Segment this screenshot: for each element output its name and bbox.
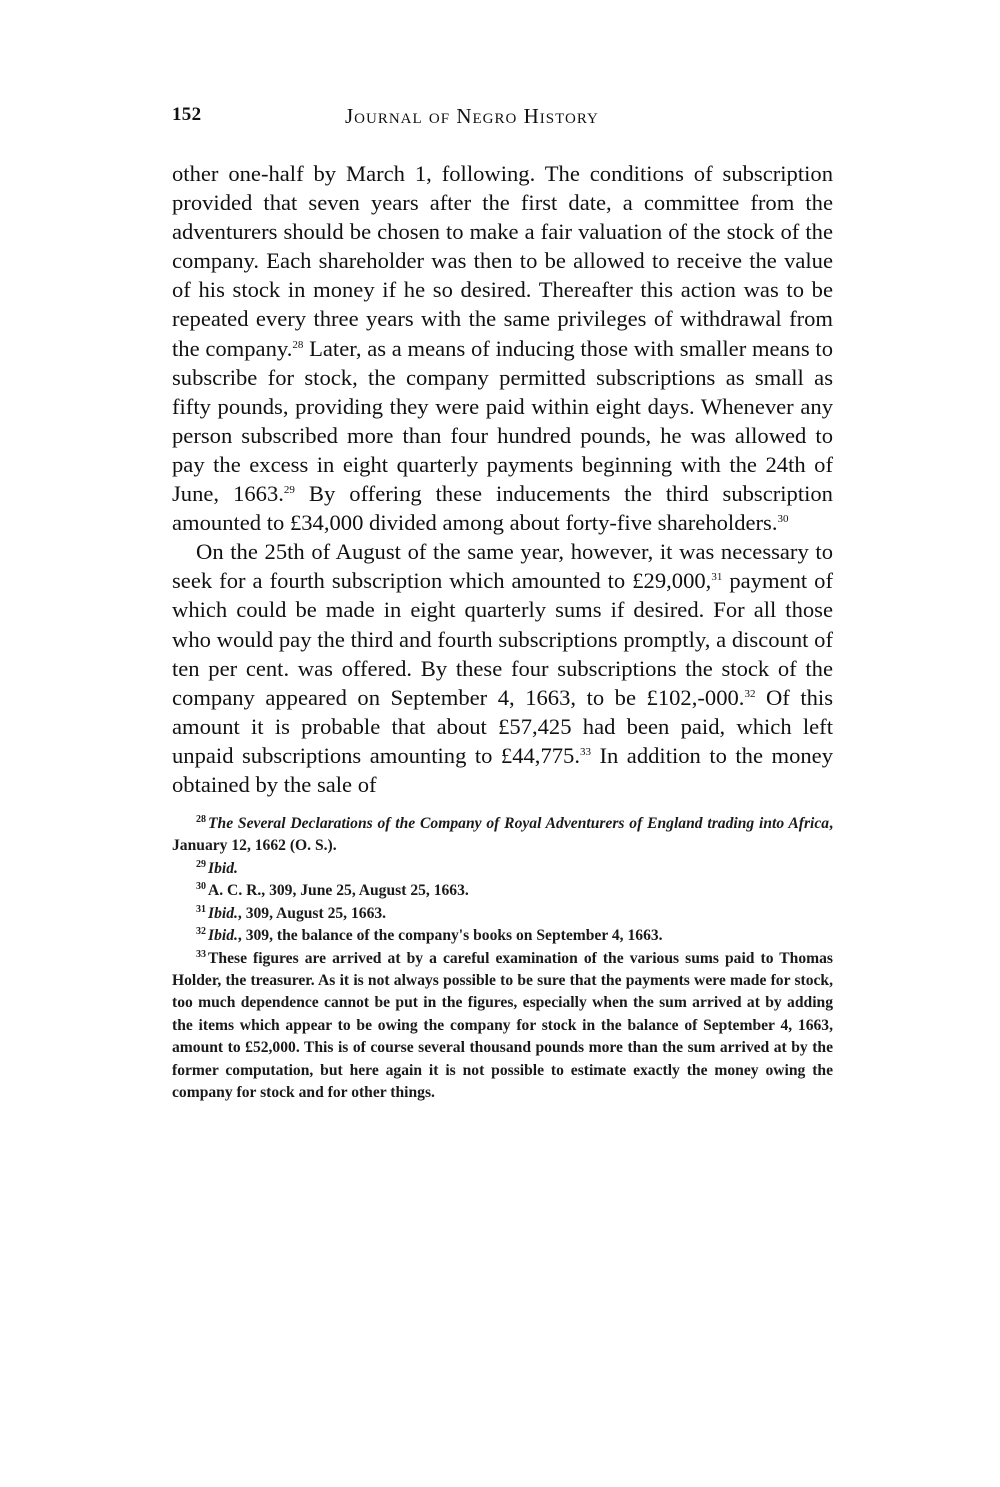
body-text-segment: payment of which could be made in eight quarterly sums if desired. For all those who would pay the third and fourth subscriptions promptly, a discount of ten per cent. was offered. By these four subscriptions the stock of the company appeared on September 4, 1663, to be £102,-000. [172, 568, 833, 710]
footnote-ref-32[interactable]: 32 [744, 687, 756, 700]
body-text-segment: Later, as a means of inducing those with smaller means to subscribe for stock, the company permitted subscriptions as small as fifty pounds, providing they were paid within eight days. Whenever any person subscribed more than four hundred pounds, he was allowed to pay the excess in eight quarterly payments beginning with the 24th of June, 1663. [172, 335, 833, 507]
body-paragraph-1 [172, 159, 833, 537]
footnote-text: These figures are arrived at by a careful examination of the various sums paid to Thomas Holder, the treasurer. As it is not always possible to be sure that the payments were made for stock, too much dependence cannot be put in the figures, especially when the sum arrived at by adding the items which appear to be owing the company for stock in the balance of September 4, 1663, amount to £52,000. This is of course several thousand pounds more than the sum arrived at by the former computation, but here again it is not possible to estimate exactly the money owing the company for stock and for other things. [172, 949, 833, 1101]
footnotes [172, 813, 833, 1104]
footnote-29 [172, 858, 833, 880]
page-number: 152 [172, 104, 202, 125]
footnote-number: 31 [196, 903, 206, 915]
running-head [172, 104, 833, 132]
footnote-number: 28 [196, 814, 206, 826]
document-page [172, 104, 833, 1104]
footnote-ref-33[interactable]: 33 [580, 745, 591, 758]
footnote-28 [172, 813, 833, 858]
body-text-segment: other one-half by March 1, following. The conditions of subscription provided that seven years after the first date, a committee from the adventurers should be chosen to make a fair valuation of the stock of the company. Each shareholder was then to be allowed to receive the value of his stock in money if he so desired. Thereafter this action was to be repeated every three years with the same privileges of withdrawal from the company. [172, 161, 833, 361]
footnote-ref-29[interactable]: 29 [283, 483, 295, 496]
footnote-33 [172, 948, 833, 1105]
footnote-citation-title: The Several Declarations of the Company of Royal Adventurers of England trading into Africa [208, 815, 830, 833]
body-text-segment: Of this amount it is probable that about £57,425 had been paid, which left unpaid subscriptions amounting to £44,775. [172, 684, 833, 768]
footnote-text: , 309, the balance of the company's books on September 4, 1663. [237, 927, 663, 945]
body-text [172, 159, 833, 799]
footnote-ref-28[interactable]: 28 [292, 338, 304, 351]
body-text-segment: On the 25th of August of the same year, however, it was necessary to seek for a fourth subscription which amounted to £29,000, [172, 539, 833, 594]
footnote-number: 30 [196, 881, 206, 893]
footnote-citation-title: Ibid. [208, 904, 238, 922]
footnote-30 [172, 880, 833, 902]
footnote-ref-30[interactable]: 30 [777, 512, 789, 525]
footnote-number: 29 [196, 858, 206, 870]
footnote-32 [172, 925, 833, 947]
body-text-segment: In addition to the money obtained by the sale of [172, 742, 833, 797]
footnote-number: 33 [196, 948, 206, 960]
footnote-number: 32 [196, 926, 206, 938]
footnote-text: , January 12, 1662 (O. S.). [172, 815, 833, 855]
footnote-text: , 309, August 25, 1663. [237, 904, 387, 922]
footnote-citation-title: Ibid. [208, 859, 238, 877]
footnote-text: A. C. R., 309, June 25, August 25, 1663. [208, 882, 469, 900]
journal-title: Journal of Negro History [345, 104, 599, 128]
body-paragraph-2 [172, 537, 833, 799]
footnote-31 [172, 903, 833, 925]
footnote-ref-31[interactable]: 31 [711, 571, 723, 584]
footnote-citation-title: Ibid. [208, 927, 238, 945]
body-text-segment: By offering these inducements the third subscription amounted to £34,000 divided among about forty-five shareholders. [172, 481, 833, 536]
